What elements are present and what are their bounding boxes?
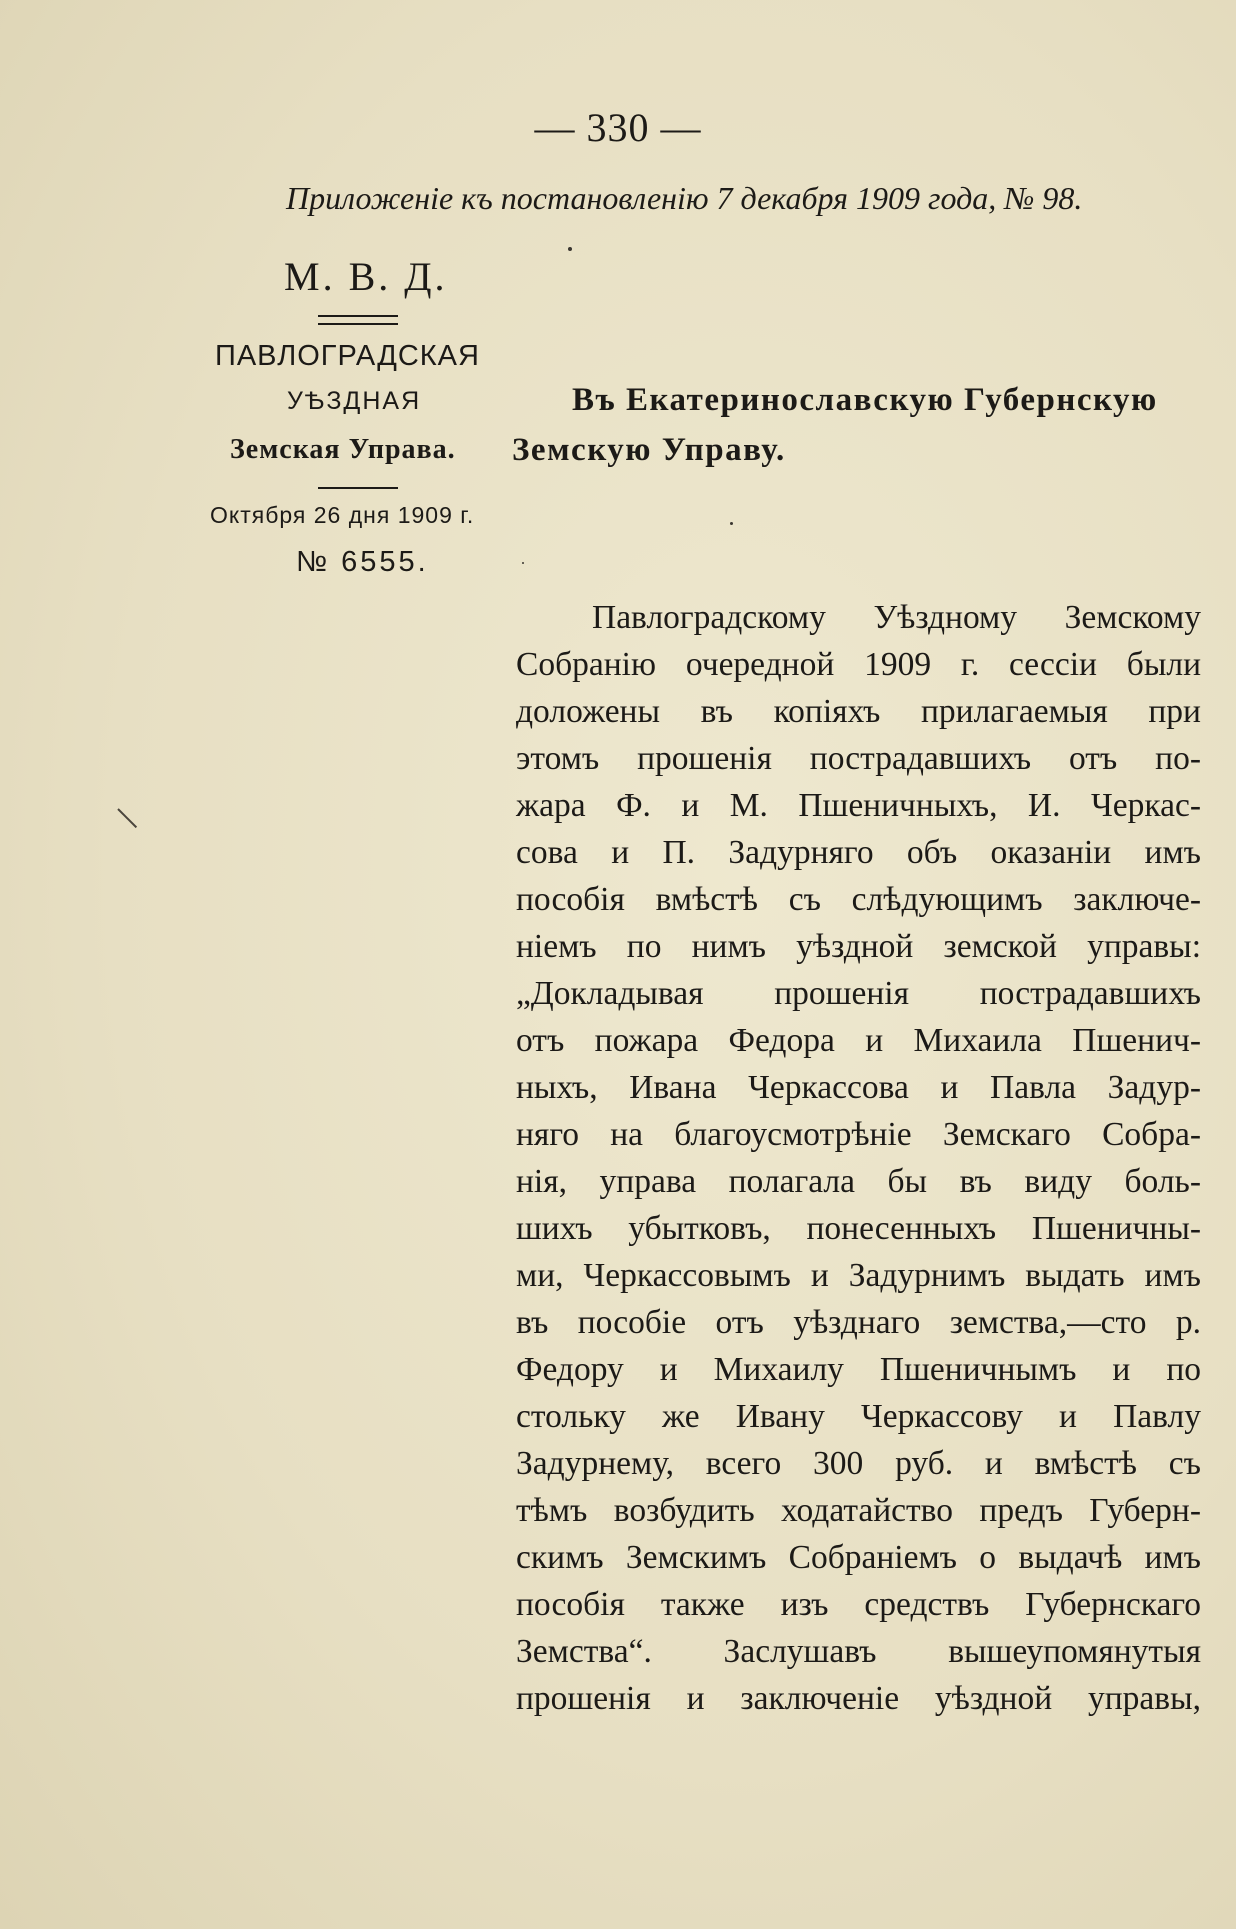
body-line: скимъ Земскимъ Собраніемъ о выдачѣ имъ — [516, 1539, 1201, 1576]
body-line: сова и П. Задурняго объ оказаніи имъ — [516, 834, 1201, 871]
body-line: стольку же Ивану Черкассову и Павлу — [516, 1398, 1201, 1435]
body-line: пособія также изъ средствъ Губернскаго — [516, 1586, 1201, 1623]
double-divider — [318, 315, 398, 325]
body-line: жара Ф. и М. Пшеничныхъ, И. Черкас- — [516, 787, 1201, 824]
body-line: шихъ убытковъ, понесенныхъ Пшеничны- — [516, 1210, 1201, 1247]
body-line: Собранію очередной 1909 г. сессіи были — [516, 646, 1201, 683]
appendix-note: Приложеніе къ постановленію 7 декабря 1909 года, № 98. — [286, 180, 1083, 216]
paper-speck — [730, 522, 733, 525]
body-line: прошенія и заключеніе уѣздной управы, — [516, 1680, 1201, 1717]
body-line: ми, Черкассовымъ и Задурнимъ выдать имъ — [516, 1257, 1201, 1294]
body-line: доложены въ копіяхъ прилагаемыя при — [516, 693, 1201, 730]
single-divider — [318, 487, 398, 489]
body-line: ніемъ по нимъ уѣздной земской управы: — [516, 928, 1201, 965]
body-line: ныхъ, Ивана Черкассова и Павла Задур- — [516, 1069, 1201, 1106]
body-line: няго на благоусмотрѣніе Земскаго Собра- — [516, 1116, 1201, 1153]
paper-speck — [568, 247, 572, 251]
body-line: Павлоградскому Уѣздному Земскому — [592, 599, 1201, 636]
pencil-mark — [117, 808, 137, 828]
recipient-line-1: Въ Екатеринославскую Губернскую — [572, 382, 1158, 418]
recipient-line-2: Земскую Управу. — [512, 432, 786, 468]
body-line: Федору и Михаилу Пшеничнымъ и по — [516, 1351, 1201, 1388]
body-line: отъ пожара Федора и Михаила Пшенич- — [516, 1022, 1201, 1059]
body-line: пособія вмѣстѣ съ слѣдующимъ заключе- — [516, 881, 1201, 918]
page-number: — 330 — — [534, 105, 702, 150]
sender-line-1: ПАВЛОГРАДСКАЯ — [215, 340, 480, 372]
body-paragraph — [516, 594, 1201, 1722]
body-line: этомъ прошенія пострадавшихъ отъ по- — [516, 740, 1201, 777]
body-line: Задурнему, всего 300 руб. и вмѣстѣ съ — [516, 1445, 1201, 1482]
letter-number: № 6555. — [296, 546, 429, 578]
body-line: нія, управа полагала бы въ виду боль- — [516, 1163, 1201, 1200]
letter-date: Октября 26 дня 1909 г. — [210, 502, 475, 528]
sender-line-2: УѢЗДНАЯ — [287, 387, 422, 415]
body-line: Земства“. Заслушавъ вышеупомянутыя — [516, 1633, 1201, 1670]
body-line: „Докладывая прошенія пострадавшихъ — [516, 975, 1201, 1012]
body-line: въ пособіе отъ уѣзднаго земства,—сто р. — [516, 1304, 1201, 1341]
paper-speck — [522, 562, 524, 564]
ministry-abbreviation: М. В. Д. — [284, 254, 448, 299]
sender-line-3: Земская Управа. — [230, 434, 456, 465]
body-line: тѣмъ возбудить ходатайство предъ Губерн- — [516, 1492, 1201, 1529]
